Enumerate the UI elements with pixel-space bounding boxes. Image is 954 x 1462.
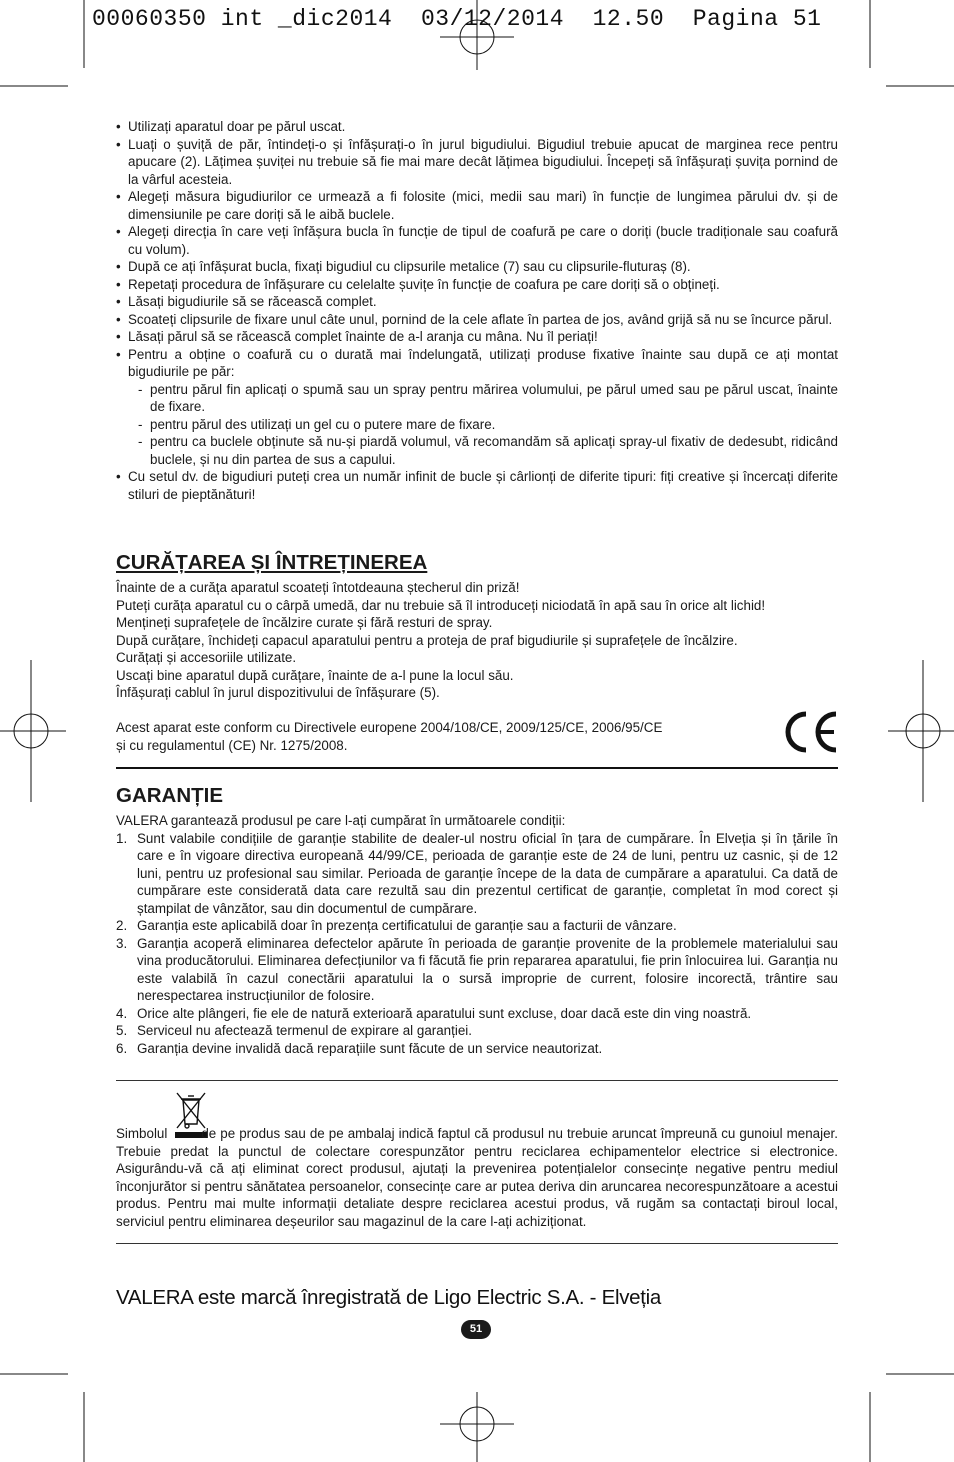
page-badge: 51	[461, 1320, 491, 1339]
page-word: Pagina	[692, 6, 779, 32]
weee-text: de pe produs sau de pe ambalaj indică faptul că produsul nu trebuie aruncat împreună cu gunoiul menajer. Trebuie predat la punctul de colectare corespunzător pentru reciclarea echipamentelor electrice si electronice. Asigurându-vă că ați eliminat corect produsul, ajutați la prevenirea potențialelor consecințe negative pentru mediul înconjurător si pentru sănătatea persoanelor, consecințe care ar putea deriva din aruncarea necorespunzătoare a acestui produs. Pentru mai multe informații detaliate despre reciclarea acestui produs, vă rugăm sa contactați biroul local, serviciul pentru eliminarea deșeurilor sau magazinul de la care l-ați achiziționat.	[116, 1126, 838, 1229]
warranty-intro: VALERA garantează produsul pe care l-ați cumpărat în următoarele condiții:	[116, 813, 566, 828]
print-time: 12.50	[592, 6, 665, 32]
weee-divider-top	[116, 1080, 838, 1081]
list-item: • Lăsați bigudiurile să se răcească complet.	[116, 293, 838, 311]
sub-item: - pentru părul des utilizați un gel cu o putere mare de fixare.	[138, 416, 838, 434]
care-line: Curățați și accesoriile utilizate.	[116, 650, 297, 665]
care-line: După curățare, închideți capacul aparatului pentru a proteja de praf bigudiurile și suprafețele de încălzire.	[116, 632, 738, 648]
usage-instructions	[116, 118, 838, 503]
warranty-item: 1. Sunt valabile condițiile de garanție stabilite de dealer-ul nostru oficial în țara de cumpărare. În Elveția și în țările în care e în vigoare directiva europeană 44/99/CE, perioada de garanție este de 24 de luni, pentru uz casnic, și de 12 luni, pentru uz profesional sau similar. Perioada de garanție începe de la data de cumpărare a aparatului. Ca dată de cumpărare este considerată data care rezultă sau din prezentul certificat de garanție, completat în mod corect și ștampilat de vânzător, sau din documentul de cumpărare.	[116, 830, 838, 916]
warranty-item: 4. Orice alte plângeri, fie ele de natură exterioară aparatului sunt excluse, doar dacă este din ving noastră.	[116, 1005, 752, 1021]
list-item: • Repetați procedura de înfășurare cu celelalte șuvițe în funcție de coafura pe care doriți să o obțineți.	[116, 276, 838, 294]
print-date: 03/12/2014	[420, 6, 564, 32]
conformity-line: Acest aparat este conform cu Directivele europene 2004/108/CE, 2009/125/CE, 2006/95/CE	[116, 720, 663, 735]
list-item: • Lăsați părul să se răcească complet înainte de a-l aranja cu mâna. Nu îl periați!	[116, 328, 838, 346]
list-item: • După ce ați înfășurat bucla, fixați bigudiul cu clipsurile metalice (7) sau cu clipsurile-fluturaș (8).	[116, 258, 838, 276]
care-text	[116, 579, 838, 702]
list-item: • Alegeți măsura bigudiurilor ce urmează a fi folosite (mici, medii sau mari) în funcție de lungimea părului dv. și de dimensiunile pe care doriți să le aibă buclele.	[116, 188, 838, 223]
section-divider	[116, 767, 838, 769]
trademark-notice: VALERA este marcă înregistrată de Ligo Electric S.A. - Elveția	[116, 1286, 662, 1309]
ce-mark-icon	[780, 710, 840, 754]
conformity-statement	[116, 719, 736, 754]
warranty-item: 2. Garanția este aplicabilă doar în prezența certificatului de garanție sau a facturii de vânzare.	[116, 918, 677, 933]
warranty-heading: GARANȚIE	[116, 784, 224, 807]
weee-divider-bottom	[116, 1243, 838, 1244]
list-item: • Utilizați aparatul doar pe părul uscat.	[116, 118, 838, 136]
list-item: • Scoateți clipsurile de fixare unul câte unul, pornind de la cele aflate în partea de jos, având grijă să nu se încurce părul.	[116, 311, 838, 329]
care-line: Uscați bine aparatul după curățare, înainte de a-l pune la locul său.	[116, 667, 514, 683]
care-line: Înfășurați cablul în jurul dispozitivului de înfășurare (5).	[116, 685, 440, 700]
fixative-text: Pentru a obține o coafură cu o durată mai îndelungată, utilizați produse fixative înainte sau după ce ați montat bigudiurile pe păr:	[128, 346, 838, 379]
warranty-item: 6. Garanția devine invalidă dacă reparațiile sunt făcute de un service neautorizat.	[116, 1040, 603, 1056]
sub-item: - pentru părul fin aplicați o spumă sau un spray pentru mărirea volumului, pe părul umed sau pe părul uscat, înainte de fixare.	[138, 381, 838, 416]
list-item: • Cu setul dv. de bigudiuri puteți crea un număr infinit de bucle și cârlionți de diferite tipuri: fiți creative și încercați diferite stiluri de pieptănături!	[116, 468, 838, 503]
warranty-item: 3. Garanția acoperă eliminarea defectelor apărute în perioada de garanție provenite de la problemele materialului sau vina producătorului. Eliminarea defecțiunilor va fi făcută fie prin repararea aparatului, fie prin înlocuirea lui. Garanția nu este valabilă în cazul conectării aparatului la o sursă improprie de current, folosire incorectă, trântire sau nerespectarea instrucțiunilor de folosire.	[116, 935, 838, 1003]
warranty-text	[116, 812, 838, 1057]
care-line: Înainte de a curăța aparatul scoateți întotdeauna ștecherul din priză!	[116, 580, 520, 595]
weee-notice	[116, 1125, 838, 1230]
list-item: • Luați o șuviță de păr, întindeți-o și înfășurați-o în jurul bigudiului. Bigudiul trebuie apucat de marginea rece pentru apucare (2). Lățimea șuviței nu trebuie să fie mai mare decât lățimea bigudiului. Începeți să înfășurați șuvița pornind de la vârful acesteia.	[116, 136, 838, 189]
page-number: 51	[792, 6, 822, 32]
care-heading: CURĂȚAREA ȘI ÎNTREȚINEREA	[116, 551, 428, 574]
job-code: 00060350 int _dic2014	[92, 6, 393, 32]
sub-item: - pentru ca buclele obținute să nu-și piardă volumul, vă recomandăm să aplicați spray-ul fixativ de dedesubt, ridicând buclele, și nu din partea de sus a capului.	[138, 433, 838, 468]
weee-prefix: Simbolul	[116, 1126, 168, 1141]
list-item	[116, 346, 838, 469]
conformity-line: și cu regulamentul (CE) Nr. 1275/2008.	[116, 737, 348, 753]
warranty-item: 5. Serviceul nu afectează termenul de expirare al garanției.	[116, 1023, 472, 1038]
list-item: • Alegeți direcția în care veți înfășura bucla în funcție de tipul de coafură pe care o doriți (bucle tradiționale sau coafură cu volum).	[116, 223, 838, 258]
care-line: Mențineți suprafețele de încălzire curate și fără resturi de spray.	[116, 615, 493, 630]
print-slug	[92, 6, 821, 32]
care-line: Puteți curăța aparatul cu o cârpă umedă, dar nu trebuie să îl introduceți niciodată în apă sau în orice alt lichid!	[116, 597, 766, 613]
symbol-placeholder	[167, 1128, 201, 1140]
